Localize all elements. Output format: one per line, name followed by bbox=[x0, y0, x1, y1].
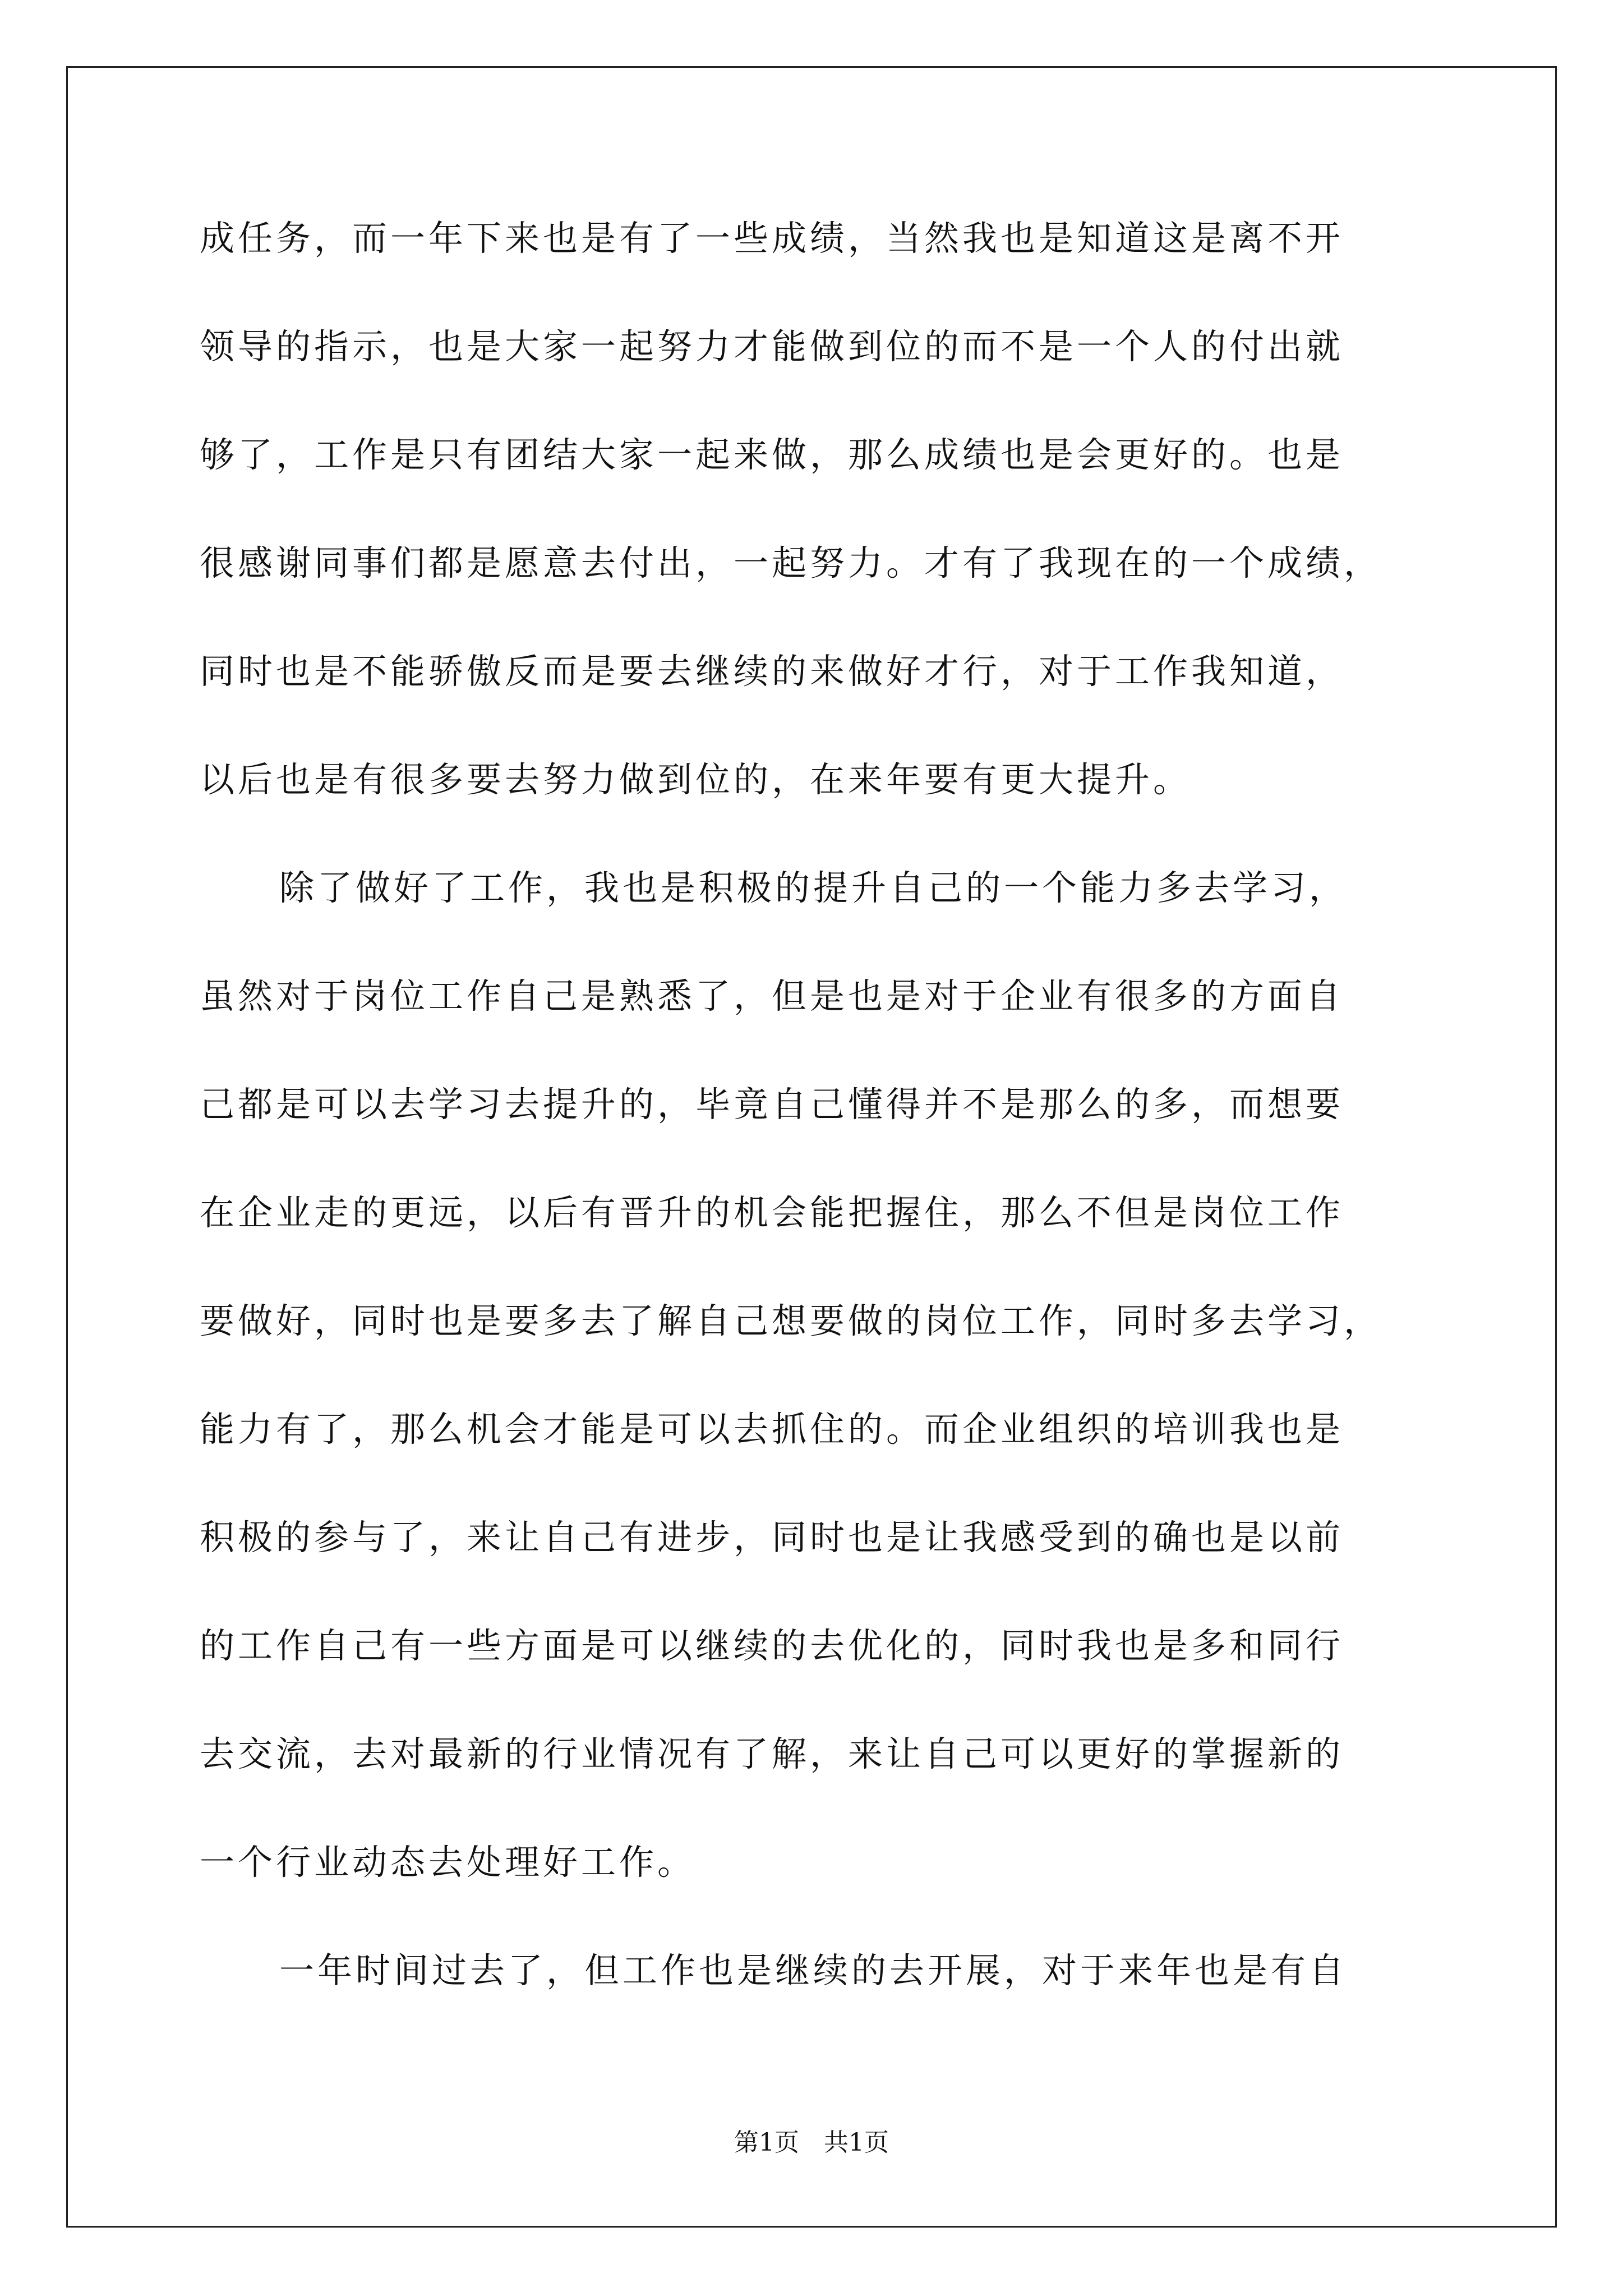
text-line: 能力有了，那么机会才能是可以去抓住的。而企业组织的培训我也是 bbox=[200, 1409, 1344, 1450]
text-line: 在企业走的更远，以后有晋升的机会能把握住，那么不但是岗位工作 bbox=[200, 1192, 1344, 1233]
text-line: 成任务，而一年下来也是有了一些成绩，当然我也是知道这是离不开 bbox=[200, 218, 1344, 259]
text-line: 领导的指示，也是大家一起努力才能做到位的而不是一个人的付出就 bbox=[200, 326, 1344, 367]
text-line: 虽然对于岗位工作自己是熟悉了，但是也是对于企业有很多的方面自 bbox=[200, 976, 1344, 1016]
text-line: 己都是可以去学习去提升的，毕竟自己懂得并不是那么的多，而想要 bbox=[200, 1084, 1344, 1125]
text-line: 很感谢同事们都是愿意去付出，一起努力。才有了我现在的一个成绩， bbox=[200, 542, 1382, 583]
text-line: 够了，工作是只有团结大家一起来做，那么成绩也是会更好的。也是 bbox=[200, 434, 1344, 475]
text-line: 同时也是不能骄傲反而是要去继续的来做好才行，对于工作我知道， bbox=[200, 651, 1344, 692]
paragraph-start-line: 除了做好了工作，我也是积极的提升自己的一个能力多去学习， bbox=[279, 867, 1348, 908]
page-number: 第1页 bbox=[734, 2128, 799, 2157]
text-line: 去交流，去对最新的行业情况有了解，来让自己可以更好的掌握新的 bbox=[200, 1733, 1344, 1774]
page-total: 共1页 bbox=[824, 2128, 889, 2157]
text-line: 一个行业动态去处理好工作。 bbox=[200, 1842, 696, 1883]
text-line: 以后也是有很多要去努力做到位的，在来年要有更大提升。 bbox=[200, 759, 1192, 800]
text-line: 积极的参与了，来让自己有进步，同时也是让我感受到的确也是以前 bbox=[200, 1517, 1344, 1558]
document-body bbox=[200, 213, 1428, 2054]
page-footer bbox=[0, 2126, 1623, 2160]
text-line: 要做好，同时也是要多去了解自己想要做的岗位工作，同时多去学习， bbox=[200, 1300, 1382, 1341]
paragraph-start-line: 一年时间过去了，但工作也是继续的去开展，对于来年也是有自 bbox=[279, 1950, 1348, 1991]
text-line: 的工作自己有一些方面是可以继续的去优化的，同时我也是多和同行 bbox=[200, 1625, 1344, 1666]
